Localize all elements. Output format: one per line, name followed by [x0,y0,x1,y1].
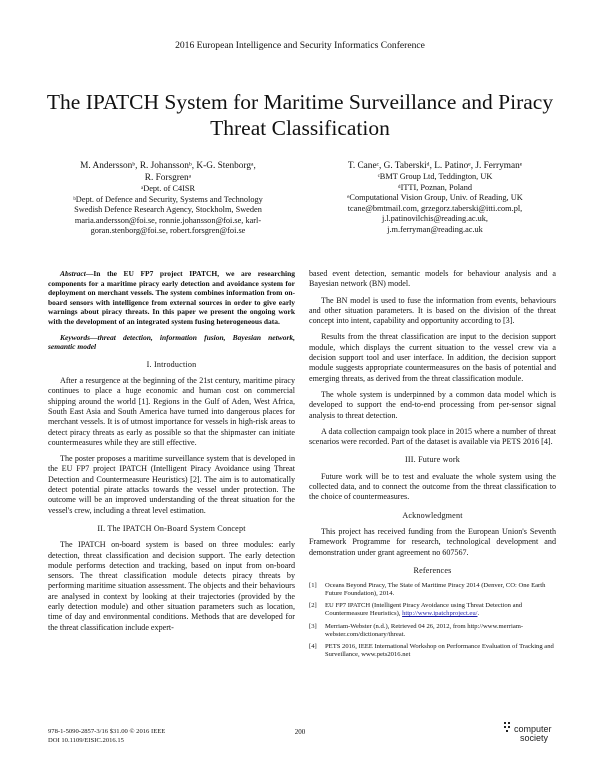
reference-item [309,623,556,639]
section-heading-future-work: III. Future work [404,455,461,465]
reference-text [325,602,556,618]
paragraph: A data collection campaign took place in 2015 where a number of threat scenarios were recorded. Part of the dataset is available via PETS 2016 [4]. [309,426,556,447]
reference-item [309,602,556,618]
affiliation: Swedish Defence Research Agency, Stockholm, Sweden [74,205,262,215]
paragraph: The poster proposes a maritime surveillance system that is developed in the EU FP7 project IPATCH (Intelligent Piracy Avoidance using Threat Detection and Countermeasure Heuristics) [2]. The aim is to automatically detect potential pirate attacks towards the vessel under protection. The outcome will be an improved understanding of the threat situation for the vessel's crew, including a threat level estimation. [48,454,295,515]
reference-text: Merriam-Webster (n.d.), Retrieved 04 26, 2012, from http://www.merriam-webster.com/dictionary/threat. [325,622,524,638]
author-names-cont: R. Forsgrenᵃ [144,173,192,183]
paragraph: The whole system is underpinned by a common data model which is developed to support the end-to-end processing from per-sensor signal analysis to threat detection. [309,389,556,420]
paragraph: based event detection, semantic models for behaviour analysis and a Bayesian network (BN) model. [309,269,556,289]
keywords [48,333,295,352]
reference-number: [4] [309,642,317,650]
section-heading-introduction: I. Introduction [146,359,197,369]
logo-line2: society [520,733,549,743]
affiliation: ᵇDept. of Defence and Security, Systems and Technology [73,194,263,204]
reference-number: [2] [309,602,317,610]
section-heading-acknowledgment: Acknowledgment [402,510,463,520]
paragraph: After a resurgence at the beginning of the 21st century, maritime piracy continues to place a huge economic and human cost on commercial shipping around the world [1]. Regions in the Gulf of Aden, West Africa, South East Asia and South America have turned into dangerous places for merchant vessels. It is of utmost importance for vessels in high-risk areas to detect piracy threats as early as possible so that the shipmaster can initiate countermeasures while they are still effective. [48,376,295,447]
paper-title: The IPATCH System for Maritime Surveillance and Piracy Threat Classification [46,90,554,140]
section-heading-references: References [413,565,452,575]
paragraph: The IPATCH on-board system is based on three modules: early detection, threat classification and decision support. The early detection module performs detection and tracking, based on input from on-board sensors. The threat classification module detects piracy threats by performing maritime situation assessment. The objects and their behaviours are analysed in context by looking at their trajectories (provided by the early detection module) and other situation parameters such as location, time of day and environmental conditions. Methods that are developed for the threat classification include expert- [48,540,295,632]
abstract-label: Abstract [60,269,86,278]
reference-text-body: EU FP7 IPATCH (Intelligent Piracy Avoidance using Threat Detection and Countermeasure Heuristics), [325,602,523,618]
paragraph: The BN model is used to fuse the information from events, behaviours and other situation parameters. It is based on the division of the threat concept into intent, capability and opportunity according to [3]. [309,295,556,326]
reference-number: [1] [309,582,317,590]
affiliation: ᵈITTI, Poznan, Poland [397,182,472,192]
keywords-label: Keywords [60,332,90,342]
reference-number: [3] [309,622,317,630]
footer-doi: DOI 10.1109/EISIC.2016.15 [48,736,124,744]
affiliation: ᵃDept. of C4ISR [140,184,196,193]
authors-left [48,160,288,237]
computer-society-logo-icon [500,718,560,746]
section-heading-system-concept: II. The IPATCH On-Board System Concept [97,523,246,533]
reference-item [309,643,556,659]
reference-text-tail: . [477,610,480,618]
paragraph: Results from the threat classification are input to the decision support module, which displays the current situation to the vessel crew via a decision support tool and user interface. In addition, the decision support module suggests appropriate countermeasures on the basis of potential and emerging threats, as derived from the threat classification module. [309,332,556,383]
authors-right [310,160,560,236]
reference-text: Oceans Beyond Piracy, The State of Maritime Piracy 2014 (Denver, CO: One Earth Future Foundation), 2014. [325,582,546,598]
logo-line1: computer [514,724,552,734]
conference-header: 2016 European Intelligence and Security Informatics Conference [175,40,425,51]
reference-item [309,582,556,598]
paragraph: Future work will be to test and evaluate the whole system using the collected data, and to connect the outcome from the threat classification to the choice of countermeasures. [309,471,556,502]
paragraph: This project has received funding from the European Union's Seventh Framework Programme for research, technological development and demonstration under grant agreement no 607567. [309,526,556,557]
author-emails: j.m.ferryman@reading.ac.uk [387,224,483,234]
abstract-text: —In the EU FP7 project IPATCH, we are researching components for a maritime piracy early detection and avoidance system for deployment on merchant vessels. The system combines information from on-board sensors with intelligence from external sources in order to give early warnings about piracy threats. In this paper we present the ongoing work with the development of an integrated system fusing heterogeneous data. [48,269,295,326]
affiliation: ᶜBMT Group Ltd, Teddington, UK [377,172,493,181]
left-column [48,269,295,639]
author-emails: j.l.patinovilchis@reading.ac.uk, [381,214,489,224]
abstract [48,269,295,327]
reference-text: PETS 2016, IEEE International Workshop on Performance Evaluation of Tracking and Surveillance, www.pets2016.net [325,642,554,658]
author-names: M. Anderssonᵇ, R. Johanssonᵇ, K-G. Stenborgᵃ, [80,161,256,171]
author-names: T. Caneᶜ, G. Taberskiᵈ, L. Patinoᵉ, J. Ferrymanᵉ [347,161,523,171]
author-emails: maria.andersson@foi.se, ronnie.johansson@foi.se, karl- [74,215,262,225]
reference-link[interactable]: http://www.ipatchproject.eu/ [402,610,478,618]
author-emails: goran.stenborg@foi.se, robert.forsgren@foi.se [90,226,246,236]
keywords-text: —threat detection, information fusion, Bayesian network, semantic model [48,332,295,352]
affiliation: ᵉComputational Vision Group, Univ. of Reading, UK [347,193,523,203]
right-column [309,269,556,663]
footer-isbn: 978-1-5090-2857-3/16 $31.00 © 2016 IEEE [48,728,166,735]
page-number: 200 [294,728,306,736]
reference-list [309,582,556,659]
author-emails: tcane@bmtmail.com, grzegorz.taberski@itti.com.pl, [347,203,523,213]
